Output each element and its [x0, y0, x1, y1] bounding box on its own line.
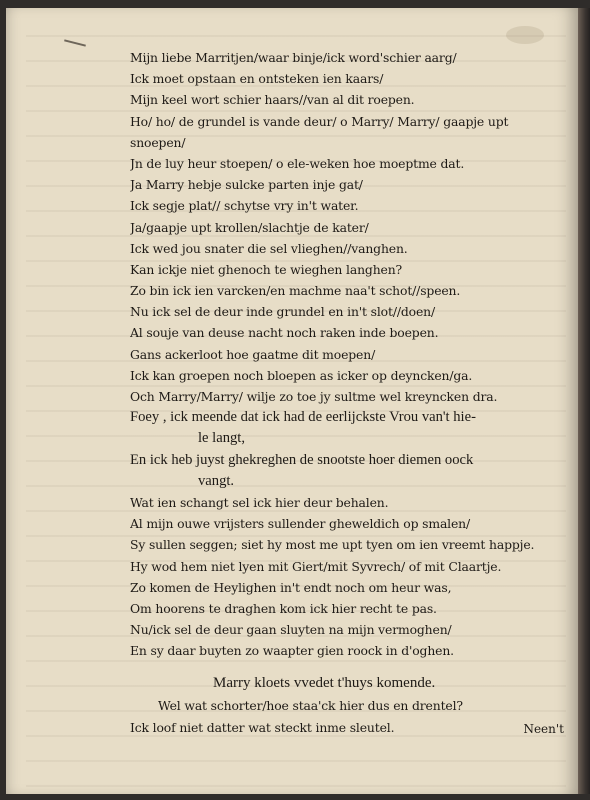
- verse-line: Mijn liebe Marritjen/waar binje/ick word'schier aarg/: [130, 50, 457, 65]
- verse-line: Wat ien schangt sel ick hier deur behalen.: [130, 494, 389, 510]
- verse-line: Wel wat schorter/hoe staa'ck hier dus en drentel?: [158, 698, 463, 714]
- verse-line: Ick moet opstaan en ontsteken ien kaars/: [130, 71, 384, 87]
- verse-line: Ja Marry hebje sulcke parten inje gat/: [130, 177, 363, 193]
- roman-verse-line-cont: le langt,: [198, 430, 246, 447]
- verse-line: Ick loof niet datter wat steckt inme sleutel.: [130, 719, 395, 735]
- verse-line-cont: snoepen/: [130, 134, 186, 150]
- roman-verse-line: En ick heb juyst ghekreghen de snootste hoer diemen oock: [130, 451, 474, 468]
- verse-line: Nu/ick sel de deur gaan sluyten na mijn vermoghen/: [130, 622, 452, 638]
- verse-line: En sy daar buyten zo waapter gien roock in d'oghen.: [130, 643, 454, 659]
- verse-line: Nu ick sel de deur inde grundel en in't slot//doen/: [130, 304, 435, 320]
- catchword: Neen't: [523, 722, 564, 736]
- stage-direction: Marry kloets vvedet t'huys komende.: [213, 675, 436, 692]
- verse-line: Kan ickje niet ghenoch te wieghen langhen?: [130, 261, 403, 277]
- verse-line: Ick kan groepen noch bloepen as icker op deyncken/ga.: [130, 367, 473, 383]
- roman-verse-line-cont: vangt.: [198, 472, 235, 489]
- verse-line: Ick segje plat// schytse vry in't water.: [130, 198, 359, 214]
- roman-verse-line: Foey , ick meende dat ick had de eerlijckste Vrou van't hie-: [130, 409, 476, 426]
- verse-line: Om hoorens te draghen kom ick hier recht te pas.: [130, 600, 437, 616]
- verse-line: Zo komen de Heylighen in't endt noch om heur was,: [130, 579, 452, 595]
- verse-line: Ja/gaapje upt krollen/slachtje de kater/: [130, 219, 369, 235]
- verse-line: Al souje van deuse nacht noch raken inde boepen.: [130, 325, 439, 341]
- verse-line: Ick wed jou snater die sel vlieghen//vanghen.: [130, 240, 408, 256]
- verse-line: Sy sullen seggen; siet hy most me upt tyen om ien vreemt happje.: [130, 537, 535, 553]
- verse-line: Zo bin ick ien varcken/en machme naa't schot//speen.: [130, 283, 461, 299]
- verse-line: Al mijn ouwe vrijsters sullender gheweldich op smalen/: [130, 516, 471, 532]
- verse-line: Och Marry/Marry/ wilje zo toe jy sultme wel kreyncken dra.: [130, 389, 498, 404]
- page-edge-shadow: [578, 8, 590, 794]
- verse-line: Mijn keel wort schier haars//van al dit roepen.: [130, 92, 415, 108]
- page-stain: [506, 26, 544, 44]
- verse-line: Ho/ ho/ de grundel is vande deur/ o Marry/ Marry/ gaapje upt: [130, 113, 509, 129]
- poem-text: [130, 47, 570, 738]
- verse-line: Gans ackerloot hoe gaatme dit moepen/: [130, 346, 376, 362]
- verse-line: Jn de luy heur stoepen/ o ele-weken hoe moeptme dat.: [130, 155, 465, 171]
- verse-line: Hy wod hem niet lyen mit Giert/mit Syvrech/ of mit Claartje.: [130, 558, 502, 574]
